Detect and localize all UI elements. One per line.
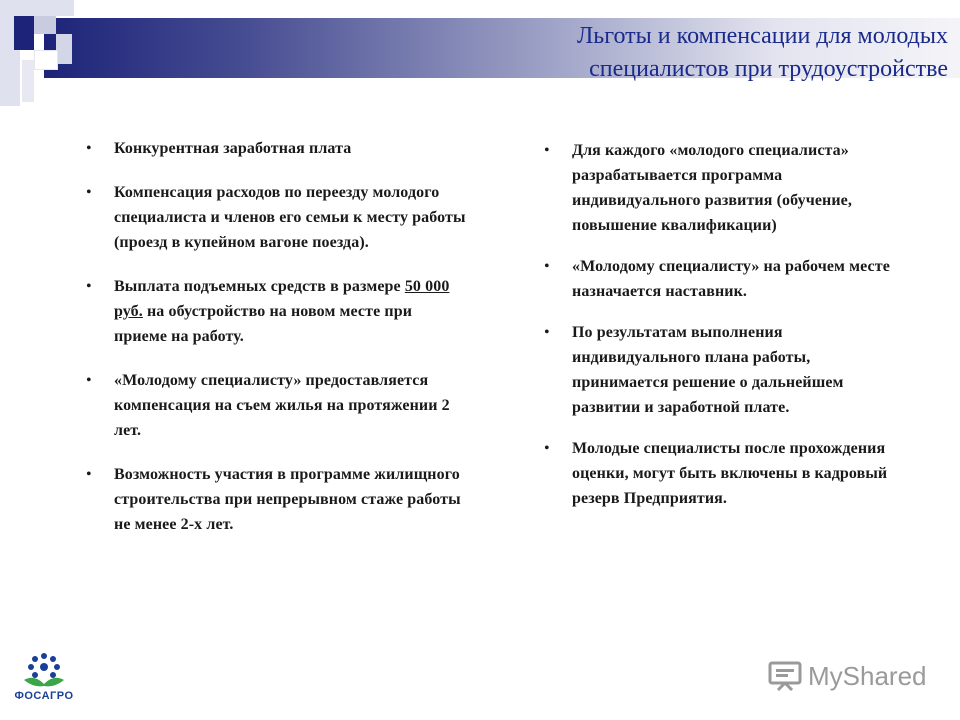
decor-square <box>20 0 74 16</box>
payment-amount: 50 000 руб. <box>114 278 450 320</box>
flower-logo-icon <box>8 650 80 690</box>
list-item-text: Компенсация расходов по переезду молодого специалиста и членов его семьи к месту работы (проезд в купейном вагоне поезда). <box>114 184 466 251</box>
list-item-text: Для каждого «молодого специалиста» разрабатывается программа индивидуального развития (обучение, повышение квалификации) <box>572 142 852 234</box>
decor-square <box>34 50 58 70</box>
right-bullet-list <box>544 138 904 527</box>
list-item <box>86 180 466 255</box>
list-item <box>86 368 466 443</box>
list-item-text: Выплата подъемных средств в размере <box>114 278 405 295</box>
list-item <box>544 320 904 420</box>
list-item <box>544 254 904 304</box>
list-item <box>544 138 904 238</box>
bullet-marker: • <box>86 372 92 389</box>
decor-square <box>22 60 34 102</box>
bullet-marker: • <box>86 466 92 483</box>
list-item <box>86 462 466 537</box>
company-logo <box>8 650 80 708</box>
list-item-text: «Молодому специалисту» на рабочем месте назначается наставник. <box>572 258 890 300</box>
list-item-text: Молодые специалисты после прохождения оценки, могут быть включены в кадровый резерв Предприятия. <box>572 440 888 507</box>
bullet-marker: • <box>544 324 550 341</box>
decor-square <box>56 34 72 64</box>
left-bullet-list <box>86 136 466 556</box>
list-item <box>86 136 466 161</box>
list-item <box>544 436 904 511</box>
list-item-text: на обустройство на новом месте при приеме на работу. <box>114 303 413 345</box>
bullet-marker: • <box>86 184 92 201</box>
title-line-2: специалистов при трудоустройстве <box>589 56 948 82</box>
bullet-marker: • <box>86 278 92 295</box>
list-item <box>86 274 466 349</box>
bullet-marker: • <box>86 140 92 157</box>
list-item-text: По результатам выполнения индивидуального плана работы, принимается решение о дальнейшем развитии и заработной плате. <box>572 324 844 416</box>
bullet-marker: • <box>544 142 550 159</box>
list-item-text: Конкурентная заработная плата <box>114 140 352 157</box>
presentation-board-icon <box>768 661 802 691</box>
bullet-marker: • <box>544 258 550 275</box>
bullet-marker: • <box>544 440 550 457</box>
watermark-text: MyShared <box>808 660 927 691</box>
decor-square <box>14 16 34 50</box>
list-item-text: Возможность участия в программе жилищного строительства при непрерывном стаже работы не менее 2-х лет. <box>114 466 461 533</box>
decor-square <box>34 16 56 34</box>
slide-title <box>577 20 948 86</box>
title-line-1: Льготы и компенсации для молодых <box>577 23 948 49</box>
watermark <box>768 656 927 696</box>
logo-text: ФОСАГРО <box>14 690 74 702</box>
list-item-text: «Молодому специалисту» предоставляется компенсация на съем жилья на протяжении 2 лет. <box>114 372 450 439</box>
